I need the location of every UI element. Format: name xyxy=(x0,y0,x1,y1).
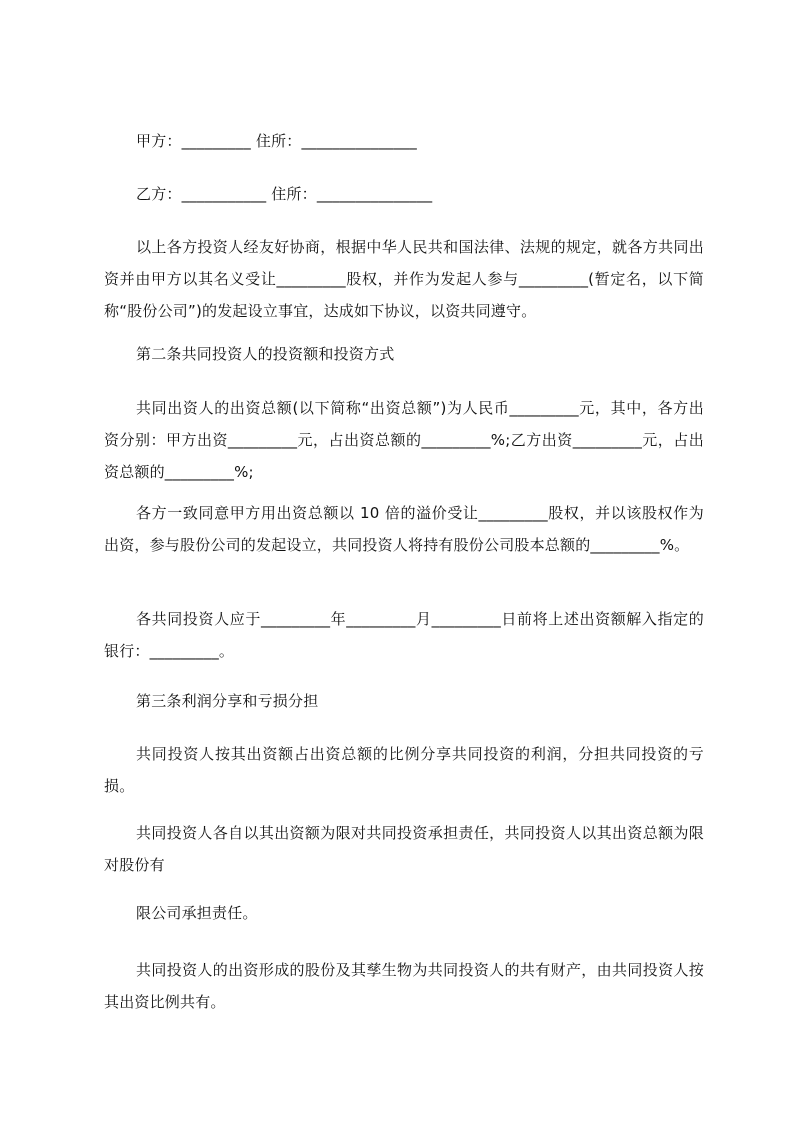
article-3-liability-paragraph: 共同投资人各自以其出资额为限对共同投资承担责任，共同投资人以其出资总额为限对股份有 xyxy=(104,824,704,874)
preamble-paragraph: 以上各方投资人经友好协商，根据中华人民共和国法律、法规的规定，就各方共同出资并由甲方以其名义受让_________股权，并作为发起人参与_________(暂定名，以下简称“股份公司”)的发起设立事宜，达成如下协议，以资共同遵守。 xyxy=(104,238,704,320)
article-2-heading: 第二条共同投资人的投资额和投资方式 xyxy=(136,345,395,363)
article-3-liability-continuation: 限公司承担责任。 xyxy=(136,904,258,922)
party-a-line: 甲方：_________ 住所：_______________ xyxy=(136,132,417,150)
article-2-deadline-paragraph: 各共同投资人应于_________年_________月_________日前将上述出资额解入指定的银行：_________。 xyxy=(104,610,704,660)
article-3-heading: 第三条利润分享和亏损分担 xyxy=(136,692,319,710)
article-3-shares-paragraph: 共同投资人的出资形成的股份及其孳生物为共同投资人的共有财产，由共同投资人按其出资比例共有。 xyxy=(104,961,704,1011)
party-b-line: 乙方：___________ 住所：_______________ xyxy=(136,185,433,203)
article-2-premium-paragraph: 各方一致同意甲方用出资总额以 10 倍的溢价受让_________股权，并以该股权作为出资，参与股份公司的发起设立，共同投资人将持有股份公司股本总额的_________%。 xyxy=(104,504,704,554)
article-3-profit-paragraph: 共同投资人按其出资额占出资总额的比例分享共同投资的利润，分担共同投资的亏损。 xyxy=(104,745,704,795)
article-2-investment-paragraph: 共同出资人的出资总额(以下简称“出资总额”)为人民币_________元，其中，各方出资分别：甲方出资_________元，占出资总额的_________%;乙方出资_________元，占出资总额的_________%; xyxy=(104,399,704,481)
